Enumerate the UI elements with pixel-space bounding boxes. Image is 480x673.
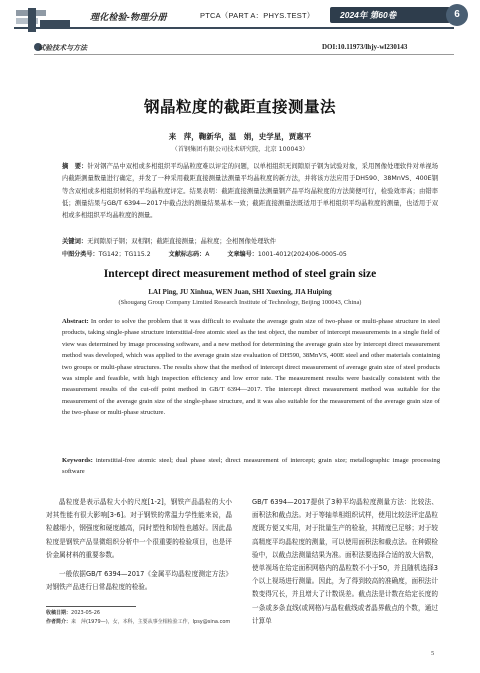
- doc-code-label: 文献标志码：: [168, 251, 206, 258]
- authors-cn: 来 萍，鞠新华，温 娟，史学星，贾惠平: [168, 132, 312, 141]
- doi[interactable]: DOI:10.11973/lhjy-wl230143: [322, 43, 408, 51]
- footnote-received: [46, 609, 232, 618]
- class-value: TG142；TG115.2: [98, 251, 151, 258]
- abstract-cn-label: 摘 要：: [62, 163, 88, 170]
- body-column-right: [252, 496, 438, 628]
- abstract-cn-text: 针对钢产品中双相或多相组织平均晶粒度难以评定的问题，以单相组织无间隙原子钢为试验对象，采用图像处理软件对单视场内截距测量数量进行确定，并发了一种采用截距直接测量法测量平均晶粒度的新方法，并将该方法应用于DH590、38MnVS、400E钢等含双相或多相组织材料的平均晶粒度评定。结果表明：截距直接测量法测量钢产品平均晶粒度的方法简便可行，检验效率高；由错率低；测量结果与GB/T 6394—2017中截点法的测量结果基本一致；截距直接测量法既适用于单相组织平均晶粒度的测量，也适用于双相或多相组织平均晶粒度的测量。: [62, 163, 439, 220]
- keywords-cn: [62, 236, 438, 245]
- abstract-en: [62, 316, 440, 419]
- keywords-cn-text: 无间隙原子钢；双相钢；截距直接测量；晶粒度；全相图像处理软件: [87, 238, 277, 245]
- article-title-cn: 钢晶粒度的截距直接测量法: [143, 98, 336, 116]
- doi-divider: [34, 54, 454, 55]
- keywords-en: [62, 455, 440, 478]
- class-label: 中图分类号：: [62, 251, 99, 258]
- journal-part-label: PTCA（PART A：PHYS.TEST）: [200, 11, 315, 20]
- keywords-en-text: interstitial-free atomic steel; dual phase steel; direct measurement of intercept; grain size; metallographic image processing software: [62, 457, 440, 476]
- article-no-label: 文章编号：: [227, 251, 258, 258]
- abstract-en-label: Abstract:: [62, 318, 89, 325]
- body-paragraph: 晶粒度是表示晶粒大小的尺度[1-2]，钢铁产品晶粒的大小对其性能有很大影响[3-6]。对于钢铁的常温力学性能来说，晶粒越细小，钢强度和硬度越高，同时塑性和韧性也越好。因此晶粒度是钢铁产品显微组织分析中一个很重要的检验项目，也是评价金属材料的重要参数。: [46, 498, 232, 559]
- affiliation-en: (Shougang Group Company Limited Research Institute of Technology, Beijing 100043, China): [118, 299, 362, 306]
- issue-number-badge: 6: [446, 4, 468, 26]
- header-rule: [14, 27, 454, 29]
- keywords-cn-label: 关键词：: [62, 238, 88, 245]
- journal-logo-icon: [14, 6, 72, 34]
- authors-en: LAI Ping, JU Xinhua, WEN Juan, SHI Xuexing, JIA Huiping: [148, 288, 332, 296]
- page-number: 5: [431, 650, 435, 657]
- abstract-cn: [62, 161, 438, 222]
- body-paragraph: 一般依据GB/T 6394—2017《金属平均晶粒度测定方法》对钢铁产品进行日常晶粒度的检验。: [46, 570, 232, 592]
- journal-logo: [14, 6, 72, 34]
- footnote-author: [46, 618, 232, 627]
- body-paragraph: GB/T 6394—2017提供了3种平均晶粒度测量方法：比较法、面积法和截点法。对于等轴单相组织试样，使用比较法评定晶粒度既方便又实用，对于批量生产的检验，其精度已足够；对于较高精度平均晶粒度的测量，可以使用面积法和截点法。在种跟检验中，以截点法测量结果为准。面积法要选择合适的放大倍数，使单视场在给定面积网格内的晶粒数不小于50，并且随机选择3个以上视场进行测量。因此，为了得到较高的准确度，面积法计数变得冗长，并且增大了计数误差。截点法是计数在给定长度的一条或多条直线(或网格)与晶粒截线或者晶界截点的个数，通过计算单: [252, 498, 438, 625]
- column-label: 试验技术与方法: [38, 45, 87, 52]
- article-title-en: Intercept direct measurement method of steel grain size: [103, 268, 377, 280]
- abstract-en-text: In order to solve the problem that it was difficult to evaluate the average grain size of two-phase or multi-phase structure in steel products, taking single-phase structure interstitial-free atomic steel as the test object, the number of intercept measurements in a single field of view was determined by image processing software, and a new method for determining the average grain size by intercept direct measurement method was developed, which was applied to the average grain size evaluation of DH590, 38MnVS, 400E steel and other materials containing two groups or multi-phase structures. The results show that the method of intercept direct measurement of average grain size of steel products was simple and feasible, with high inspection efficiency and low error rate. The measurement results were basically consistent with the measurement results of the cut-off point method in GB/T 6394—2017. The intercept direct measurement method was suitable for the measurement of the average grain size of the single-phase structure, and it was also suitable for the measurement of the average grain size of the two-phase or multi-phase structure.: [62, 318, 440, 417]
- footnote-divider: [46, 606, 136, 607]
- body-column-left: [46, 496, 232, 594]
- footnote: [46, 609, 232, 627]
- article-no-value: 1001-4012(2024)06-0005-05: [257, 251, 347, 258]
- author-note-value: 来 萍(1979—)，女，本科，主要从事全相检验工作，lpsy@sina.com: [71, 619, 231, 625]
- keywords-en-label: Keywords:: [62, 457, 93, 464]
- author-note-label: 作者简介：: [46, 619, 72, 625]
- issue-label: 2024年 第60卷: [340, 10, 397, 20]
- received-value: 2023-05-26: [71, 610, 101, 616]
- received-label: 收稿日期：: [46, 610, 72, 616]
- classification-line: [62, 249, 438, 258]
- doc-code-value: A: [205, 251, 210, 258]
- affiliation-cn: （首钢集团有限公司技术研究院，北京 100043）: [171, 146, 309, 153]
- journal-name: 理化检验-物理分册: [90, 12, 167, 22]
